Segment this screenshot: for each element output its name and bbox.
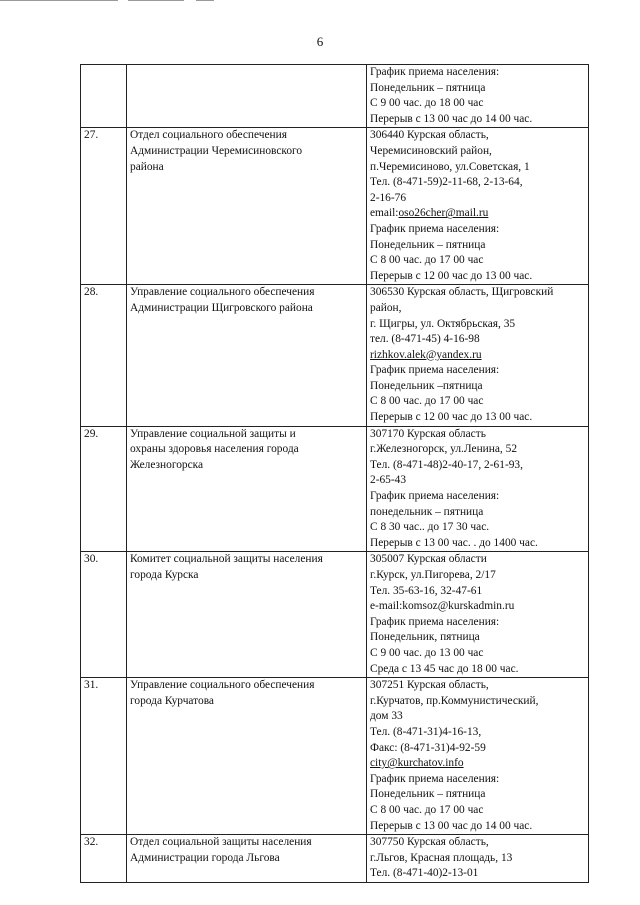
contact-line: email:oso26cher@mail.ru (370, 207, 489, 220)
contact-line: Черемисиновский район, (370, 144, 492, 157)
contact-line: район, (370, 301, 402, 314)
contact-line: С 8 30 час.. до 17 30 час. (370, 521, 490, 534)
institution-name (127, 678, 367, 835)
contact-line: 307750 Курская область, (370, 836, 489, 849)
contact-line: Среда с 13 45 час до 18 00 час. (370, 662, 519, 675)
email-link[interactable]: oso26cher@mail.ru (398, 207, 489, 220)
name-line: города Курчатова (130, 694, 214, 707)
table-row (81, 678, 589, 835)
contact-line: 307170 Курская область (370, 427, 486, 440)
contact-line: г.Льгов, Красная площадь, 13 (370, 851, 513, 864)
table-row (81, 128, 589, 285)
name-line: Отдел социального обеспечения (130, 129, 287, 142)
contact-line: Понедельник –пятница (370, 379, 483, 392)
contact-line: тел. (8-471-45) 4-16-98 (370, 333, 480, 346)
contact-info (367, 426, 589, 552)
contact-info (367, 552, 589, 678)
contact-line: Понедельник – пятница (370, 81, 486, 94)
name-line: Отдел социальной защиты населения (130, 836, 312, 849)
contact-line: Перерыв с 13 00 час до 14 00 час. (370, 819, 533, 832)
contact-line: Перерыв с 13 00 час до 14 00 час. (370, 112, 533, 125)
name-line: Железногорска (130, 458, 204, 471)
contact-info (367, 128, 589, 285)
row-number: 27. (81, 128, 127, 285)
contact-line (370, 348, 585, 364)
contact-line: С 9 00 час. до 18 00 час (370, 97, 484, 110)
row-number: 28. (81, 285, 127, 426)
row-number: 31. (81, 678, 127, 835)
contact-line: 2-16-76 (370, 191, 407, 204)
contact-line: График приема населения: (370, 66, 500, 78)
contact-line: С 8 00 час. до 17 00 час (370, 254, 484, 267)
contact-line: Тел. (8-471-31)4-16-13, (370, 725, 482, 738)
contact-line: г.Курск, ул.Пигорева, 2/17 (370, 569, 496, 581)
institution-name (127, 285, 367, 426)
name-line: района (130, 160, 164, 173)
contact-line: дом 33 (370, 710, 403, 723)
contact-line (370, 756, 585, 772)
contact-line: 2-65-43 (370, 474, 407, 487)
row-number: 29. (81, 426, 127, 552)
institution-name (127, 65, 367, 128)
contact-line: Тел. (8-471-40)2-13-01 (370, 867, 479, 880)
contact-line: 307251 Курская область, (370, 679, 489, 692)
name-line: Администрации Черемисиновского (130, 144, 303, 157)
email-link[interactable]: rizhkov.alek@yandex.ru (370, 348, 482, 361)
email-link[interactable]: city@kurchatov.info (370, 757, 464, 770)
name-line: Управление социального обеспечения (130, 679, 315, 692)
name-line: Администрации Щигровского района (130, 301, 313, 314)
contact-line: С 8 00 час. до 17 00 час (370, 395, 484, 408)
row-number: 32. (81, 835, 127, 883)
contact-line: С 8 00 час. до 17 00 час (370, 803, 484, 816)
contact-line: Перерыв с 13 00 час. . до 1400 час. (370, 536, 538, 549)
contact-line: График приема населения: (370, 772, 500, 785)
row-number (81, 65, 127, 128)
table-row (81, 552, 589, 678)
contact-line: Перерыв с 12 00 час до 13 00 час. (370, 411, 533, 424)
scan-top-marks (0, 0, 220, 2)
contact-line: График приема населения: (370, 222, 500, 235)
contact-line: График приема населения: (370, 615, 500, 628)
contact-line: г. Щигры, ул. Октябрьская, 35 (370, 317, 516, 330)
contact-line: понедельник – пятница (370, 505, 484, 518)
contact-line: График приема населения: (370, 490, 500, 503)
table-row (81, 65, 589, 128)
institution-name (127, 426, 367, 552)
contact-line: 305007 Курская области (370, 553, 487, 566)
institutions-table (80, 64, 589, 883)
contact-line: Понедельник – пятница (370, 788, 486, 801)
table-row (81, 285, 589, 426)
institution-name (127, 552, 367, 678)
institution-name (127, 128, 367, 285)
contact-line: Факс: (8-471-31)4-92-59 (370, 741, 486, 754)
contact-line: Тел. (8-471-59)2-11-68, 2-13-64, (370, 176, 523, 189)
name-line: Администрации города Льгова (130, 851, 280, 864)
name-line: Управление социального обеспечения (130, 286, 315, 299)
contact-info (367, 65, 589, 128)
contact-line: С 9 00 час. до 13 00 час (370, 646, 484, 659)
contact-line: e-mail:komsoz@kurskadmin.ru (370, 600, 515, 613)
name-line: Комитет социальной защиты населения (130, 553, 323, 566)
name-line: Управление социальной защиты и (130, 427, 296, 440)
contact-line: Тел. (8-471-48)2-40-17, 2-61-93, (370, 458, 523, 471)
row-number: 30. (81, 552, 127, 678)
contact-info (367, 285, 589, 426)
contact-line: Понедельник, пятница (370, 631, 480, 644)
name-line: города Курска (130, 569, 199, 581)
contact-line: Понедельник – пятница (370, 238, 486, 251)
contact-info (367, 678, 589, 835)
institution-name (127, 835, 367, 883)
table-row (81, 835, 589, 883)
contact-line: 306530 Курская область, Щигровский (370, 286, 554, 299)
table-row (81, 426, 589, 552)
contact-line: Перерыв с 12 00 час до 13 00 час. (370, 269, 533, 282)
contact-line: г.Железногорск, ул.Ленина, 52 (370, 443, 518, 456)
contact-line: п.Черемисиново, ул.Советская, 1 (370, 160, 530, 173)
contact-line: График приема населения: (370, 364, 500, 377)
contact-line: г.Курчатов, пр.Коммунистический, (370, 694, 539, 707)
name-line: охраны здоровья населения города (130, 443, 299, 456)
page-number: 6 (316, 34, 324, 49)
contact-info (367, 835, 589, 883)
contact-line: 306440 Курская область, (370, 129, 489, 142)
contact-line: Тел. 35-63-16, 32-47-61 (370, 584, 483, 597)
